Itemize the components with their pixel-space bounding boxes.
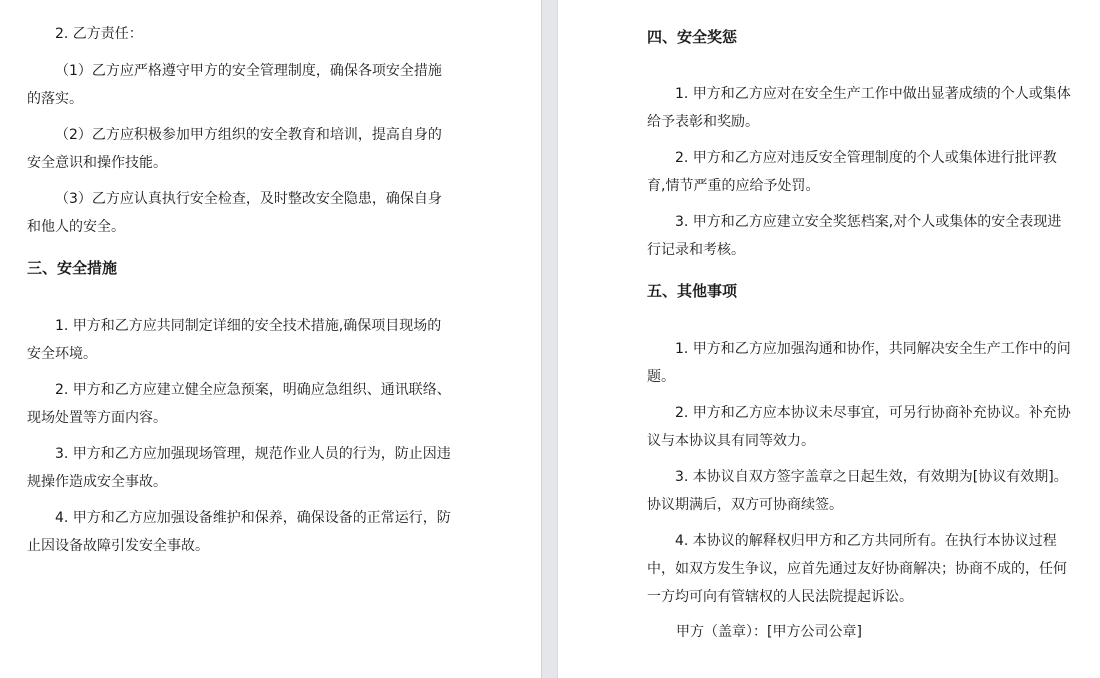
paragraph-other-3: 3. 本协议自双方签字盖章之日起生效，有效期为[协议有效期]。协议期满后，双方可协商续签。 — [647, 469, 1068, 513]
document-page-left — [0, 0, 541, 678]
paragraph-reward-3: 3. 甲方和乙方应建立安全奖惩档案,对个人或集体的安全表现进行记录和考核。 — [647, 214, 1062, 258]
section-heading-rewards-penalties: 四、安全奖惩 — [647, 28, 738, 46]
party-a-signature-line: 甲方（盖章）：[甲方公司公章] — [676, 624, 862, 640]
paragraph-reward-1: 1. 甲方和乙方应对在安全生产工作中做出显著成绩的个人或集体给予表彰和奖励。 — [647, 86, 1071, 130]
paragraph-other-1: 1. 甲方和乙方应加强沟通和协作，共同解决安全生产工作中的问题。 — [647, 341, 1071, 385]
paragraph-b-item-3: （3）乙方应认真执行安全检查，及时整改安全隐患，确保自身和他人的安全。 — [27, 191, 442, 235]
paragraph-measure-1: 1. 甲方和乙方应共同制定详细的安全技术措施,确保项目现场的安全环境。 — [27, 318, 442, 362]
document-page-right — [558, 0, 1100, 678]
paragraph-measure-3: 3. 甲方和乙方应加强现场管理，规范作业人员的行为，防止因违规操作造成安全事故。 — [27, 446, 451, 490]
section-heading-safety-measures: 三、安全措施 — [27, 259, 118, 277]
page-gap-gutter — [541, 0, 558, 678]
paragraph-measure-4: 4. 甲方和乙方应加强设备维护和保养，确保设备的正常运行，防止因设备故障引发安全事故。 — [27, 510, 451, 554]
paragraph-measure-2: 2. 甲方和乙方应建立健全应急预案，明确应急组织、通讯联络、现场处置等方面内容。 — [27, 382, 451, 426]
paragraph-b-item-2: （2）乙方应积极参加甲方组织的安全教育和培训，提高自身的安全意识和操作技能。 — [27, 127, 442, 171]
paragraph-other-4: 4. 本协议的解释权归甲方和乙方共同所有。在执行本协议过程中，如双方发生争议，应首先通过友好协商解决；协商不成的，任何一方均可向有管辖权的人民法院提起诉讼。 — [647, 533, 1067, 605]
paragraph-other-2: 2. 甲方和乙方应本协议未尽事宜，可另行协商补充协议。补充协议与本协议具有同等效力。 — [647, 405, 1071, 449]
section-heading-other-matters: 五、其他事项 — [647, 282, 738, 300]
paragraph-party-b-responsibility: 2. 乙方责任： — [55, 26, 143, 42]
paragraph-b-item-1: （1）乙方应严格遵守甲方的安全管理制度，确保各项安全措施的落实。 — [27, 63, 442, 107]
paragraph-reward-2: 2. 甲方和乙方应对违反安全管理制度的个人或集体进行批评教育,情节严重的应给予处罚。 — [647, 150, 1057, 194]
